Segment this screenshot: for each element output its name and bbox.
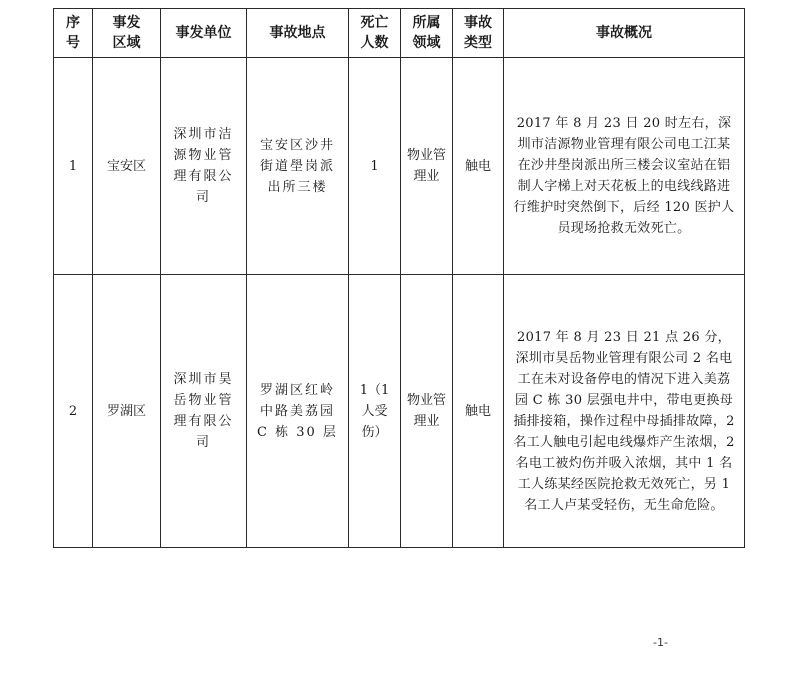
header-seq: 序 号 <box>54 9 93 58</box>
cell-deaths: 1 <box>349 58 401 275</box>
header-location: 事故地点 <box>247 9 349 58</box>
cell-location: 罗湖区红岭中路美荔园 C 栋 30 层 <box>247 275 349 548</box>
cell-type: 触电 <box>453 58 504 275</box>
cell-district: 罗湖区 <box>93 275 161 548</box>
cell-location: 宝安区沙井街道壆岗派出所三楼 <box>247 58 349 275</box>
cell-summary: 2017 年 8 月 23 日 21 点 26 分，深圳市昊岳物业管理有限公司 2 名电工在未对设备停电的情况下进入美荔园 C 栋 30 层强电井中，带电更换母插排接箱，操作过程中母插排故障，2 名工人触电引起电线爆炸产生浓烟，2 名电工被灼伤并吸入浓烟，其中 1 名工人练某经医院抢救无效死亡，另 1 名工人卢某受轻伤，无生命危险。 <box>504 275 745 548</box>
cell-unit: 深圳市昊岳物业管理有限公司 <box>161 275 247 548</box>
cell-type: 触电 <box>453 275 504 548</box>
cell-unit: 深圳市洁源物业管理有限公司 <box>161 58 247 275</box>
cell-summary: 2017 年 8 月 23 日 20 时左右，深圳市洁源物业管理有限公司电工江某在沙井壆岗派出所三楼会议室站在铝制人字梯上对天花板上的电线线路进行维护时突然倒下，后经 120 医护人员现场抢救无效死亡。 <box>504 58 745 275</box>
header-type: 事故 类型 <box>453 9 504 58</box>
header-unit: 事发单位 <box>161 9 247 58</box>
header-summary: 事故概况 <box>504 9 745 58</box>
cell-field: 物业管理业 <box>401 58 453 275</box>
cell-field: 物业管理业 <box>401 275 453 548</box>
page-number: -1- <box>653 636 668 649</box>
header-field: 所属 领域 <box>401 9 453 58</box>
table-row <box>54 58 745 275</box>
incident-table <box>53 8 745 548</box>
cell-district: 宝安区 <box>93 58 161 275</box>
table-row <box>54 275 745 548</box>
header-deaths: 死亡 人数 <box>349 9 401 58</box>
cell-deaths: 1（1 人受伤） <box>349 275 401 548</box>
cell-seq: 2 <box>54 275 93 548</box>
table-header-row <box>54 9 745 58</box>
header-district: 事发 区域 <box>93 9 161 58</box>
cell-seq: 1 <box>54 58 93 275</box>
